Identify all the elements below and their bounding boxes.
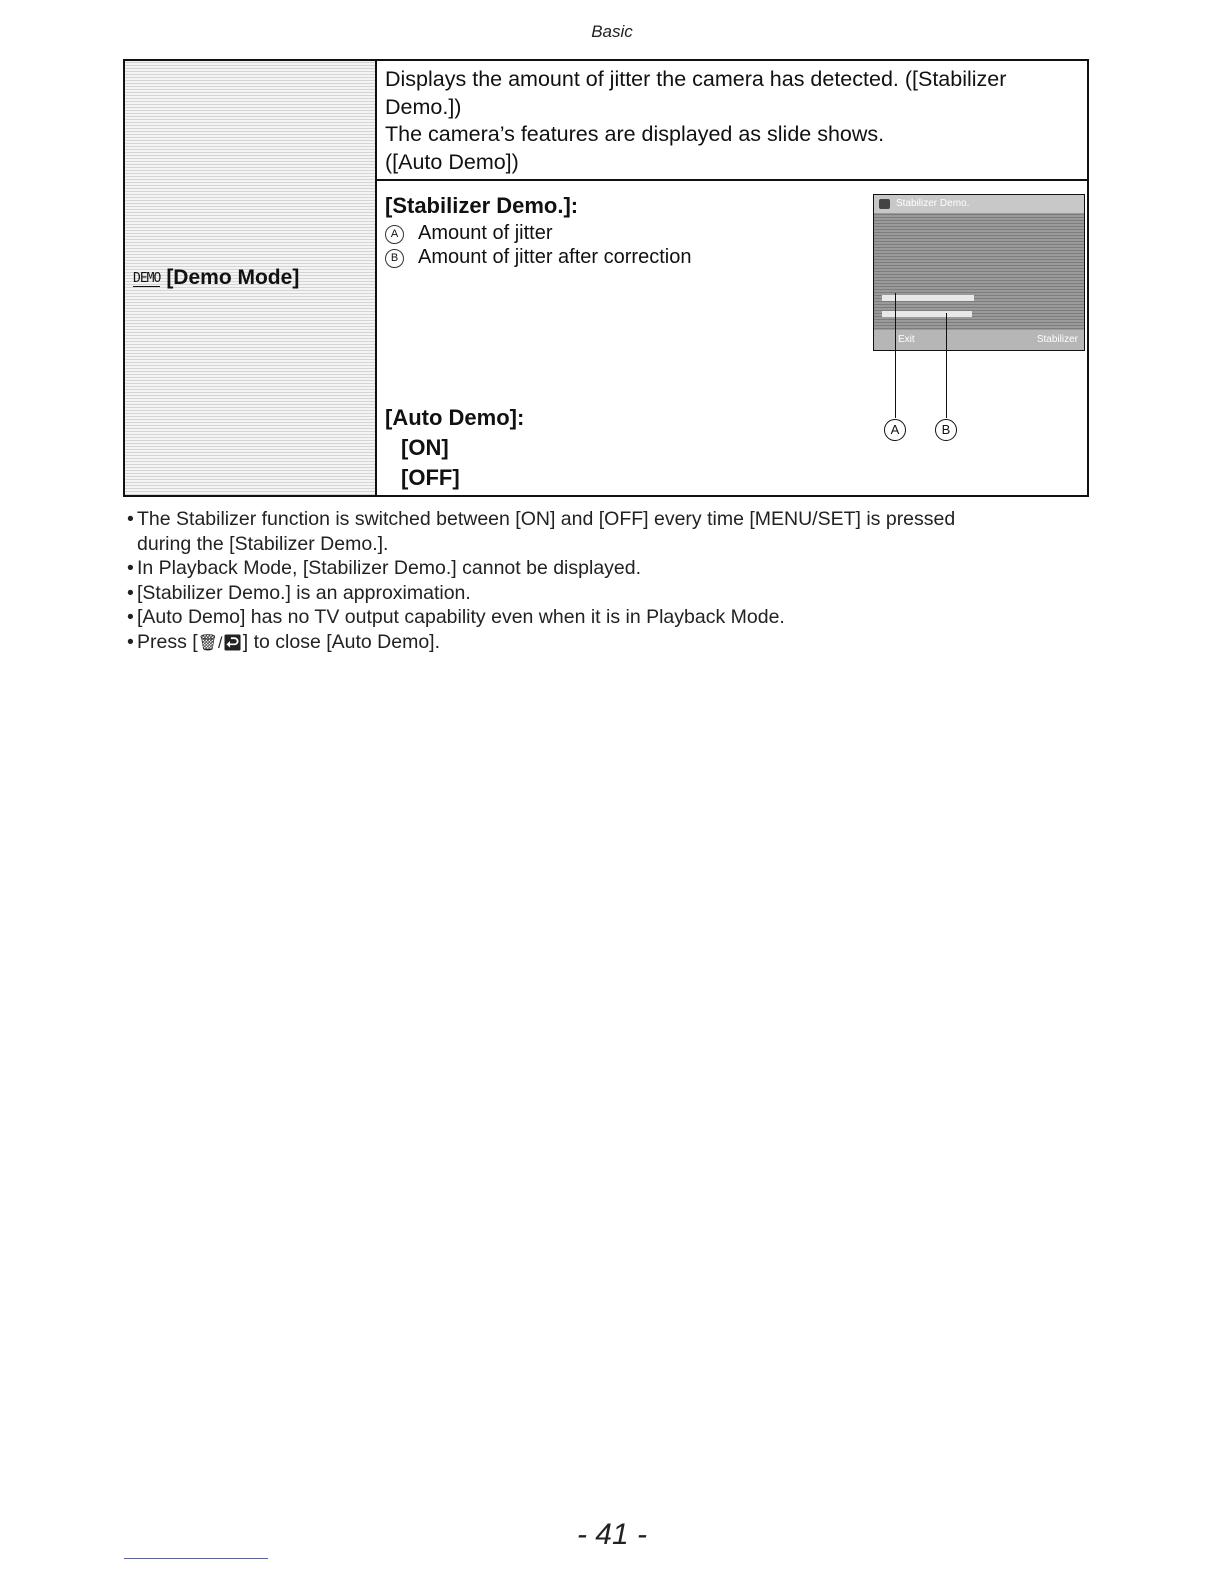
stabilizer-icon <box>879 199 890 209</box>
screen-title: Stabilizer Demo. <box>896 198 970 209</box>
note-item: • In Playback Mode, [Stabilizer Demo.] cannot be displayed. <box>127 556 1097 581</box>
settings-cell <box>377 183 1087 495</box>
note-item <box>127 507 1097 556</box>
description-cell <box>377 61 1087 181</box>
note-item: • [Auto Demo] has no TV output capability even when it is in Playback Mode. <box>127 605 1097 630</box>
menu-item-title: [Demo Mode] <box>166 266 300 289</box>
legend-text: Amount of jitter after correction <box>418 246 692 268</box>
screen-title-bar <box>874 195 1084 213</box>
screen-footer <box>874 330 1084 350</box>
marker-b-icon: B <box>385 249 404 268</box>
legend-item <box>385 246 691 269</box>
note-text: The Stabilizer function is switched between [ON] and [OFF] every time [MENU/SET] is pressed <box>137 508 956 530</box>
menu-table <box>123 59 1089 497</box>
option-off: [OFF] <box>401 465 460 490</box>
trash-return-icon: 🗑/↩ <box>197 634 243 652</box>
menu-item-cell <box>125 61 377 495</box>
callout-leader-b <box>946 313 947 418</box>
stabilizer-demo-title: [Stabilizer Demo.]: <box>385 193 579 218</box>
option-on: [ON] <box>401 435 449 460</box>
auto-demo-title: [Auto Demo]: <box>385 405 525 430</box>
note-text-continued: during the [Stabilizer Demo.]. <box>137 532 389 555</box>
callout-b: B <box>935 419 957 441</box>
section-header: Basic <box>591 22 633 41</box>
callout-leader-a <box>895 293 896 418</box>
note-item: • [Stabilizer Demo.] is an approximation. <box>127 581 1097 606</box>
description-line: The camera’s features are displayed as slide shows. <box>385 122 885 146</box>
note-item <box>127 630 1097 657</box>
exit-label: Exit <box>898 334 915 345</box>
menu-item-label <box>133 266 299 290</box>
legend-text: Amount of jitter <box>418 222 553 244</box>
description-line: ([Auto Demo]) <box>385 149 519 174</box>
notes-list <box>127 507 1097 656</box>
note-text: ] to close [Auto Demo]. <box>242 630 441 653</box>
footer-rule <box>124 1558 268 1559</box>
marker-a-icon: A <box>385 225 404 244</box>
page-number: - 41 - <box>576 1518 648 1551</box>
stabilizer-label: Stabilizer <box>1036 334 1078 345</box>
stabilizer-demo-screen <box>873 194 1085 351</box>
demo-mode-icon: DEMO <box>133 271 161 286</box>
legend-item <box>385 222 553 245</box>
callout-a: A <box>884 419 906 441</box>
description-line: Displays the amount of jitter the camera has detected. ([Stabilizer Demo.]) <box>385 67 1007 119</box>
note-text: Press [ <box>137 630 198 653</box>
